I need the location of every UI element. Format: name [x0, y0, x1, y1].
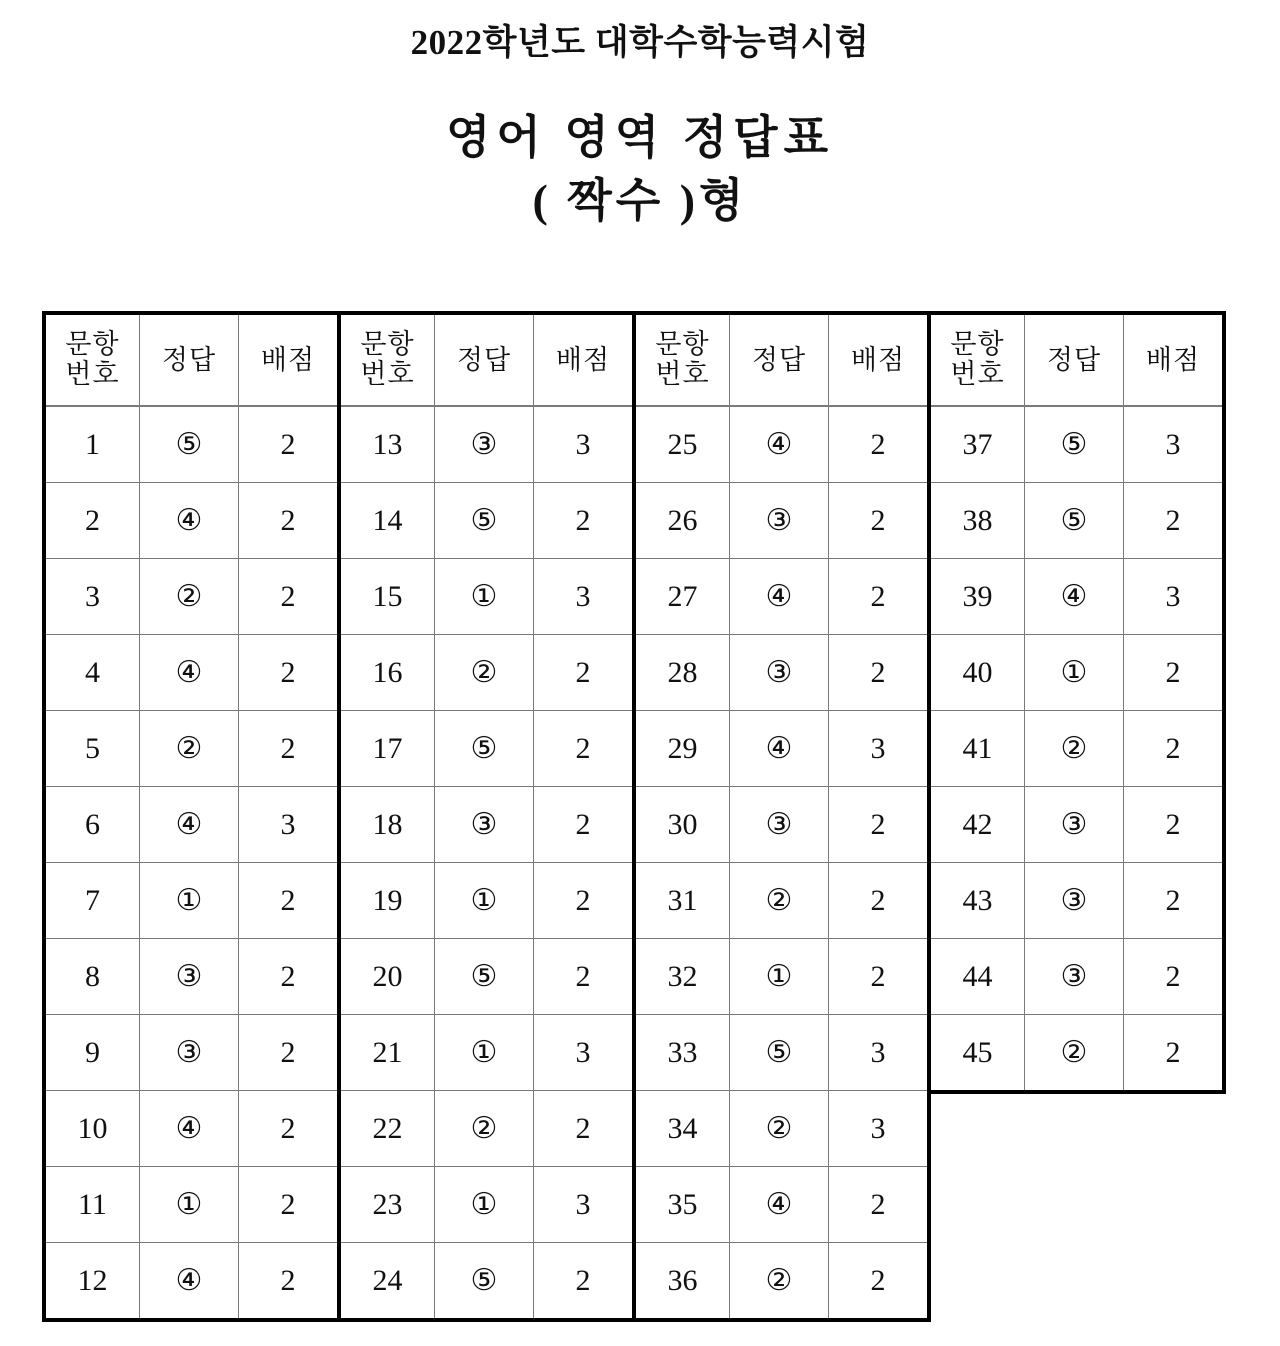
circled-choice-icon: ② — [765, 1263, 793, 1297]
table-row — [636, 1242, 927, 1318]
cell-points: 2 — [238, 711, 337, 786]
cell-question-no: 5 — [85, 731, 100, 765]
circled-choice-icon: ① — [470, 1187, 498, 1221]
cell-question-no: 42 — [962, 807, 993, 841]
circled-choice-icon: ④ — [765, 1187, 793, 1221]
cell-question-no: 10 — [77, 1111, 108, 1145]
circled-choice-icon: ① — [470, 883, 498, 917]
cell-points: 2 — [533, 863, 632, 938]
table-row — [46, 406, 337, 482]
table-row — [636, 710, 927, 786]
cell-points: 3 — [533, 407, 632, 482]
cell-points: 3 — [533, 1167, 632, 1242]
answer-block — [341, 315, 636, 1322]
table-row — [931, 406, 1222, 482]
header-question-no — [636, 315, 729, 405]
cell-question-no: 26 — [667, 503, 698, 537]
cell-points: 2 — [1123, 939, 1222, 1014]
cell-points: 2 — [828, 483, 927, 558]
cell-points: 2 — [1123, 635, 1222, 710]
cell-points: 3 — [828, 1015, 927, 1090]
cell-question-no: 18 — [372, 807, 403, 841]
cell-answer — [139, 1015, 238, 1090]
cell-answer — [1024, 787, 1123, 862]
answer-block — [636, 315, 931, 1322]
cell-question-no: 23 — [372, 1187, 403, 1221]
cell-points: 3 — [1123, 407, 1222, 482]
cell-answer — [139, 635, 238, 710]
cell-points: 2 — [238, 1167, 337, 1242]
circled-choice-icon: ④ — [175, 503, 203, 537]
circled-choice-icon: ⑤ — [765, 1035, 793, 1069]
circled-choice-icon: ⑤ — [1060, 427, 1088, 461]
table-row — [46, 710, 337, 786]
cell-question-no: 6 — [85, 807, 100, 841]
circled-choice-icon: ⑤ — [175, 427, 203, 461]
cell-question-no: 3 — [85, 579, 100, 613]
cell-points: 2 — [238, 1015, 337, 1090]
cell-points: 2 — [828, 863, 927, 938]
cell-points: 2 — [1123, 711, 1222, 786]
header-points: 배점 — [1123, 315, 1222, 405]
table-row — [46, 1090, 337, 1166]
cell-answer — [434, 559, 533, 634]
cell-answer — [729, 483, 828, 558]
answer-key-table — [42, 311, 1222, 1322]
cell-question-no: 2 — [85, 503, 100, 537]
circled-choice-icon: ④ — [765, 427, 793, 461]
circled-choice-icon: ② — [765, 1111, 793, 1145]
cell-answer — [729, 711, 828, 786]
cell-answer — [1024, 407, 1123, 482]
table-row — [931, 862, 1222, 938]
header-question-no — [46, 315, 139, 405]
table-row — [341, 786, 632, 862]
cell-answer — [139, 787, 238, 862]
cell-points: 2 — [533, 1243, 632, 1318]
table-row — [46, 1166, 337, 1242]
cell-answer — [1024, 863, 1123, 938]
cell-question-no: 45 — [962, 1035, 993, 1069]
circled-choice-icon: ④ — [175, 655, 203, 689]
cell-question-no: 40 — [962, 655, 993, 689]
cell-question-no: 16 — [372, 655, 403, 689]
cell-answer — [434, 407, 533, 482]
cell-answer — [139, 559, 238, 634]
cell-question-no: 1 — [85, 427, 100, 461]
cell-question-no: 34 — [667, 1111, 698, 1145]
cell-answer — [729, 863, 828, 938]
table-row — [931, 1014, 1222, 1090]
circled-choice-icon: ④ — [765, 731, 793, 765]
table-row — [46, 634, 337, 710]
table-row — [636, 482, 927, 558]
cell-question-no: 33 — [667, 1035, 698, 1069]
table-row — [636, 634, 927, 710]
cell-question-no: 27 — [667, 579, 698, 613]
table-row — [341, 1166, 632, 1242]
cell-question-no: 22 — [372, 1111, 403, 1145]
cell-points: 3 — [1123, 559, 1222, 634]
cell-points: 2 — [1123, 1015, 1222, 1090]
cell-answer — [434, 711, 533, 786]
table-row — [931, 634, 1222, 710]
cell-answer — [139, 711, 238, 786]
table-row — [341, 1090, 632, 1166]
circled-choice-icon: ① — [765, 959, 793, 993]
cell-answer — [434, 1015, 533, 1090]
circled-choice-icon: ③ — [175, 959, 203, 993]
table-row — [931, 786, 1222, 862]
table-row — [46, 1242, 337, 1318]
cell-answer — [1024, 939, 1123, 1014]
cell-answer — [434, 1167, 533, 1242]
cell-answer — [1024, 1015, 1123, 1090]
circled-choice-icon: ③ — [175, 1035, 203, 1069]
cell-answer — [1024, 559, 1123, 634]
table-row — [636, 786, 927, 862]
cell-points: 2 — [238, 939, 337, 1014]
cell-answer — [434, 787, 533, 862]
cell-points: 2 — [238, 559, 337, 634]
header-question-no-line1: 문항 — [950, 329, 1005, 360]
cell-answer — [139, 1091, 238, 1166]
header-question-no-line2: 번호 — [655, 359, 710, 389]
cell-points: 2 — [238, 483, 337, 558]
table-row — [636, 1014, 927, 1090]
header-points: 배점 — [828, 315, 927, 405]
table-row — [636, 938, 927, 1014]
cell-answer — [729, 787, 828, 862]
title-block — [0, 0, 1280, 230]
cell-answer — [729, 635, 828, 710]
cell-points: 2 — [828, 787, 927, 862]
table-row — [341, 862, 632, 938]
table-header-row — [341, 315, 632, 406]
table-row — [931, 482, 1222, 558]
table-row — [341, 634, 632, 710]
page-title: 영어 영역 정답표 — [445, 111, 835, 163]
cell-points: 2 — [828, 939, 927, 1014]
cell-answer — [729, 1015, 828, 1090]
cell-question-no: 19 — [372, 883, 403, 917]
form-type-label: ( 짝수 )형 — [532, 175, 748, 226]
cell-question-no: 7 — [85, 883, 100, 917]
circled-choice-icon: ② — [175, 731, 203, 765]
cell-answer — [434, 1243, 533, 1318]
cell-points: 2 — [238, 407, 337, 482]
circled-choice-icon: ① — [175, 883, 203, 917]
cell-answer — [139, 1167, 238, 1242]
cell-points: 2 — [1123, 787, 1222, 862]
circled-choice-icon: ① — [175, 1187, 203, 1221]
circled-choice-icon: ④ — [765, 579, 793, 613]
table-row — [341, 558, 632, 634]
circled-choice-icon: ① — [1060, 655, 1088, 689]
circled-choice-icon: ② — [1060, 1035, 1088, 1069]
cell-question-no: 25 — [667, 427, 698, 461]
circled-choice-icon: ③ — [1060, 959, 1088, 993]
header-points: 배점 — [238, 315, 337, 405]
cell-question-no: 9 — [85, 1035, 100, 1069]
cell-points: 3 — [828, 711, 927, 786]
header-answer: 정답 — [1024, 315, 1123, 405]
table-row — [46, 938, 337, 1014]
cell-question-no: 28 — [667, 655, 698, 689]
table-row — [931, 938, 1222, 1014]
cell-question-no: 38 — [962, 503, 993, 537]
cell-answer — [729, 1167, 828, 1242]
cell-question-no: 43 — [962, 883, 993, 917]
cell-question-no: 37 — [962, 427, 993, 461]
cell-question-no: 14 — [372, 503, 403, 537]
table-row — [46, 558, 337, 634]
table-header-row — [636, 315, 927, 406]
cell-points: 2 — [533, 711, 632, 786]
circled-choice-icon: ① — [470, 579, 498, 613]
cell-points: 2 — [828, 1167, 927, 1242]
table-row — [636, 862, 927, 938]
cell-question-no: 31 — [667, 883, 698, 917]
cell-answer — [139, 939, 238, 1014]
circled-choice-icon: ③ — [1060, 807, 1088, 841]
circled-choice-icon: ⑤ — [470, 503, 498, 537]
cell-answer — [729, 1243, 828, 1318]
table-row — [341, 710, 632, 786]
header-question-no-line1: 문항 — [360, 329, 415, 360]
cell-answer — [729, 559, 828, 634]
cell-points: 2 — [828, 635, 927, 710]
cell-points: 2 — [1123, 863, 1222, 938]
cell-answer — [729, 939, 828, 1014]
cell-points: 2 — [828, 407, 927, 482]
cell-points: 2 — [238, 1091, 337, 1166]
cell-question-no: 41 — [962, 731, 993, 765]
cell-question-no: 4 — [85, 655, 100, 689]
cell-answer — [434, 635, 533, 710]
cell-points: 2 — [533, 787, 632, 862]
cell-question-no: 17 — [372, 731, 403, 765]
cell-answer — [434, 939, 533, 1014]
table-row — [636, 406, 927, 482]
cell-points: 2 — [828, 559, 927, 634]
table-row — [931, 710, 1222, 786]
table-row — [636, 1166, 927, 1242]
cell-answer — [139, 863, 238, 938]
answer-key-grid — [42, 311, 1226, 1322]
cell-question-no: 44 — [962, 959, 993, 993]
circled-choice-icon: ④ — [175, 1263, 203, 1297]
cell-answer — [1024, 711, 1123, 786]
cell-question-no: 39 — [962, 579, 993, 613]
header-question-no-line1: 문항 — [65, 329, 120, 360]
cell-question-no: 15 — [372, 579, 403, 613]
circled-choice-icon: ④ — [1060, 579, 1088, 613]
cell-points: 3 — [533, 1015, 632, 1090]
cell-answer — [729, 407, 828, 482]
circled-choice-icon: ③ — [765, 503, 793, 537]
cell-answer — [434, 483, 533, 558]
cell-answer — [1024, 483, 1123, 558]
circled-choice-icon: ④ — [175, 807, 203, 841]
table-row — [46, 786, 337, 862]
circled-choice-icon: ⑤ — [1060, 503, 1088, 537]
cell-answer — [1024, 635, 1123, 710]
header-answer: 정답 — [139, 315, 238, 405]
header-question-no-line1: 문항 — [655, 329, 710, 360]
circled-choice-icon: ② — [1060, 731, 1088, 765]
circled-choice-icon: ⑤ — [470, 1263, 498, 1297]
cell-question-no: 24 — [372, 1263, 403, 1297]
cell-points: 2 — [533, 939, 632, 1014]
header-question-no-line2: 번호 — [360, 359, 415, 389]
cell-answer — [434, 863, 533, 938]
cell-question-no: 8 — [85, 959, 100, 993]
circled-choice-icon: ④ — [175, 1111, 203, 1145]
cell-answer — [139, 1243, 238, 1318]
cell-points: 2 — [828, 1243, 927, 1318]
exam-year-title: 2022학년도 대학수학능력시험 — [410, 23, 870, 62]
cell-points: 2 — [238, 1243, 337, 1318]
table-header-row — [46, 315, 337, 406]
answer-block — [46, 315, 341, 1322]
cell-question-no: 32 — [667, 959, 698, 993]
cell-question-no: 21 — [372, 1035, 403, 1069]
circled-choice-icon: ⑤ — [470, 731, 498, 765]
cell-answer — [434, 1091, 533, 1166]
table-row — [341, 1242, 632, 1318]
table-row — [341, 938, 632, 1014]
cell-answer — [139, 483, 238, 558]
header-question-no-line2: 번호 — [950, 359, 1005, 389]
cell-points: 2 — [533, 483, 632, 558]
header-question-no — [341, 315, 434, 405]
cell-points: 2 — [238, 635, 337, 710]
header-question-no — [931, 315, 1024, 405]
table-row — [46, 1014, 337, 1090]
circled-choice-icon: ② — [470, 655, 498, 689]
cell-question-no: 12 — [77, 1263, 108, 1297]
circled-choice-icon: ③ — [470, 427, 498, 461]
cell-question-no: 36 — [667, 1263, 698, 1297]
cell-answer — [139, 407, 238, 482]
circled-choice-icon: ③ — [765, 655, 793, 689]
header-question-no-line2: 번호 — [65, 359, 120, 389]
cell-question-no: 11 — [78, 1187, 107, 1221]
cell-answer — [729, 1091, 828, 1166]
cell-question-no: 30 — [667, 807, 698, 841]
circled-choice-icon: ② — [175, 579, 203, 613]
cell-question-no: 35 — [667, 1187, 698, 1221]
cell-points: 3 — [533, 559, 632, 634]
cell-points: 2 — [533, 1091, 632, 1166]
cell-points: 2 — [238, 863, 337, 938]
table-row — [341, 406, 632, 482]
cell-question-no: 13 — [372, 427, 403, 461]
answer-block — [931, 315, 1226, 1094]
header-points: 배점 — [533, 315, 632, 405]
cell-points: 2 — [1123, 483, 1222, 558]
table-row — [636, 1090, 927, 1166]
cell-points: 3 — [238, 787, 337, 862]
table-header-row — [931, 315, 1222, 406]
circled-choice-icon: ③ — [765, 807, 793, 841]
circled-choice-icon: ② — [765, 883, 793, 917]
circled-choice-icon: ⑤ — [470, 959, 498, 993]
cell-question-no: 29 — [667, 731, 698, 765]
circled-choice-icon: ① — [470, 1035, 498, 1069]
cell-points: 2 — [533, 635, 632, 710]
table-row — [341, 482, 632, 558]
header-answer: 정답 — [729, 315, 828, 405]
circled-choice-icon: ③ — [470, 807, 498, 841]
header-answer: 정답 — [434, 315, 533, 405]
table-row — [46, 862, 337, 938]
circled-choice-icon: ② — [470, 1111, 498, 1145]
table-row — [931, 558, 1222, 634]
table-row — [341, 1014, 632, 1090]
table-row — [636, 558, 927, 634]
cell-question-no: 20 — [372, 959, 403, 993]
table-row — [46, 482, 337, 558]
cell-points: 3 — [828, 1091, 927, 1166]
circled-choice-icon: ③ — [1060, 883, 1088, 917]
